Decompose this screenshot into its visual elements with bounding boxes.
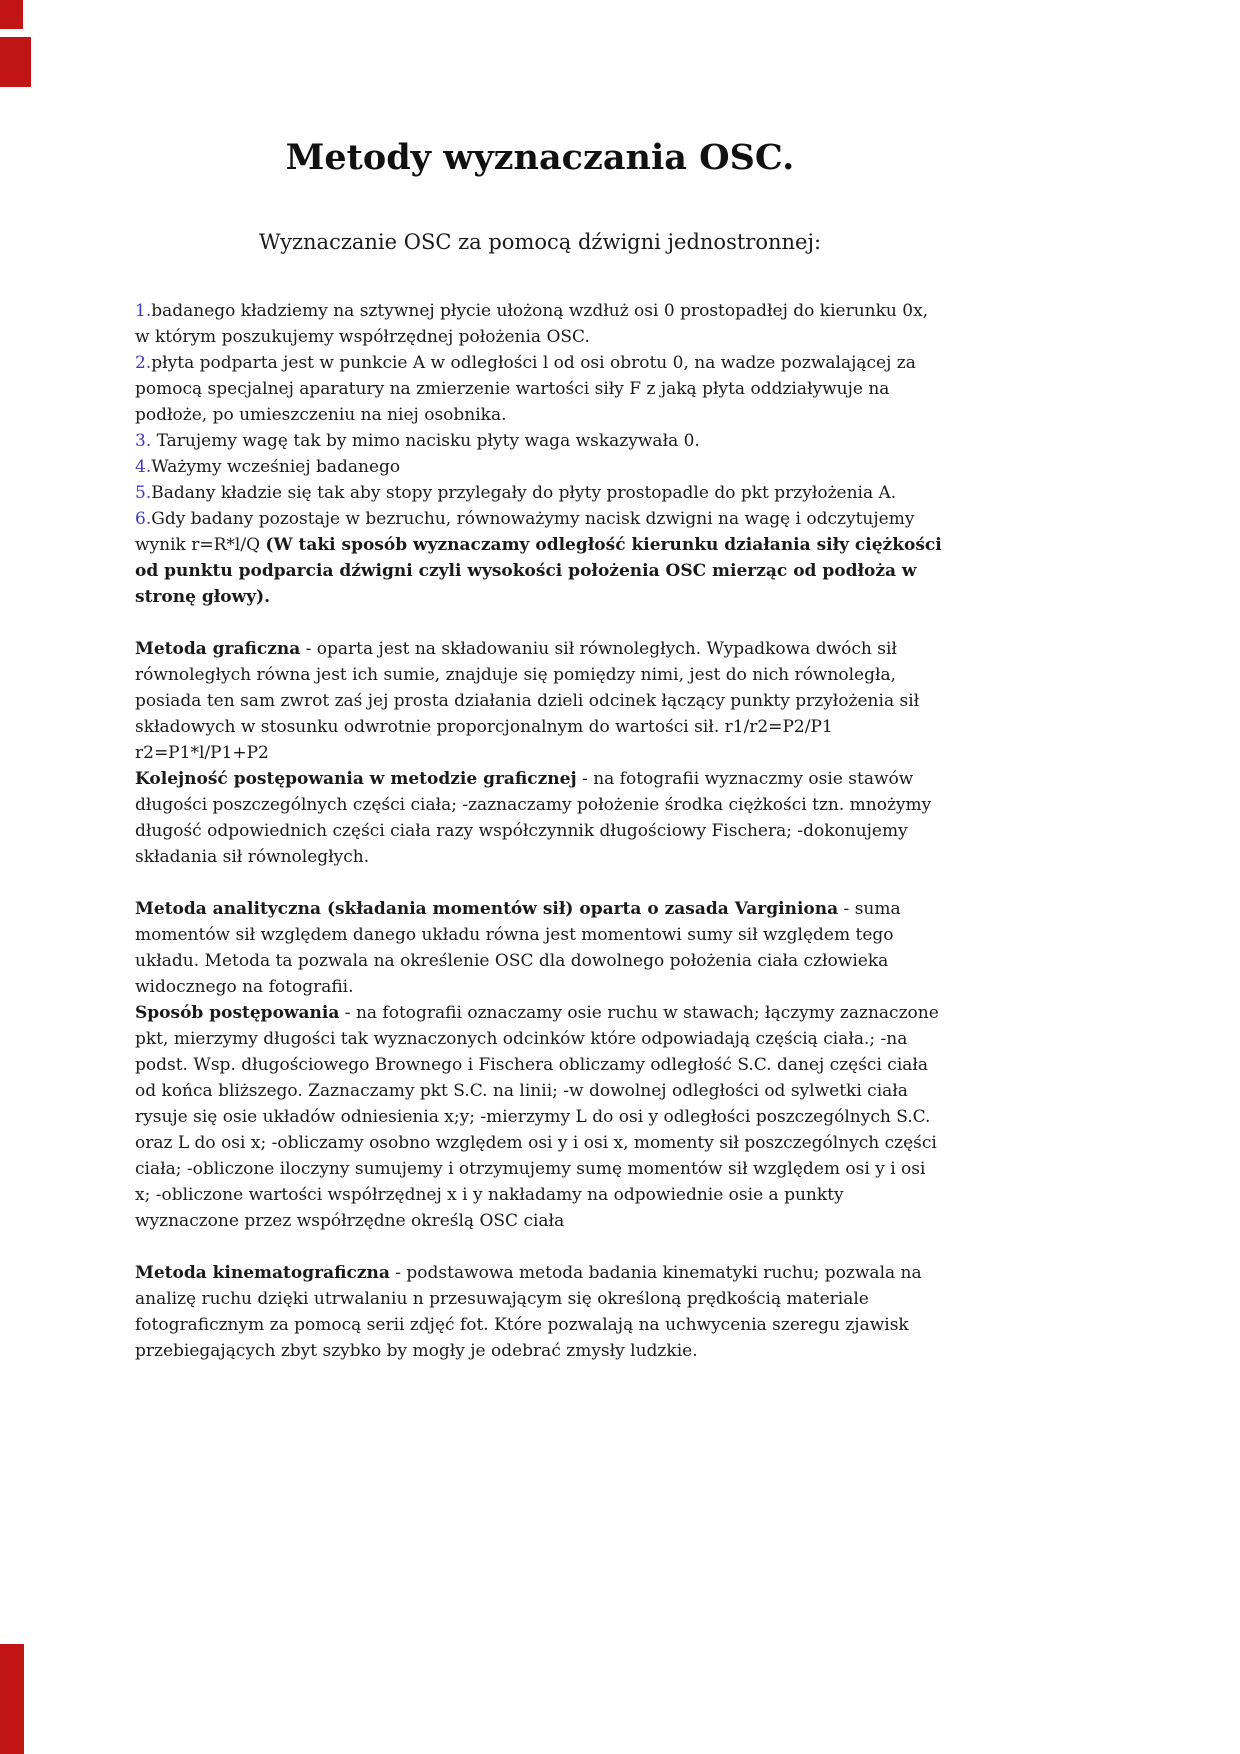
list-item-6 bbox=[135, 506, 945, 610]
paragraph-lead: Metoda kinematograficzna bbox=[135, 1263, 390, 1283]
paragraph-body: - na fotografii wyznaczmy osie stawów długości poszczególnych części ciała; -zaznaczamy położenie środka ciężkości tzn. mnożymy długość odpowiednich części ciała razy współczynnik długościowy Fischera; -dokonujemy składania sił równoległych. bbox=[135, 769, 932, 867]
paragraph-metoda-kinematograficzna bbox=[135, 1260, 945, 1364]
list-number: 2. bbox=[135, 353, 152, 373]
list-item-text: Ważymy wcześniej badanego bbox=[151, 457, 401, 477]
paragraph-body: - suma momentów sił względem danego układu równa jest momentowi sumy sił względem tego układu. Metoda ta pozwala na określenie OSC dla dowolnego położenia ciała człowieka widocznego na fotografii. bbox=[135, 899, 901, 997]
list-number: 6. bbox=[135, 509, 152, 529]
paragraph-body: - oparta jest na składowaniu sił równoległych. Wypadkowa dwóch sił równoległych równa jest ich sumie, znajduje się pomiędzy nimi, jest do nich równoległa, posiada ten sam zwrot zaś jej prosta działania dzieli odcinek łączący punkty przyłożenia sił składowych w stosunku odwrotnie proporcjonalnym do wartości sił. r1/r2=P2/P1 r2=P1*l/P1+P2 bbox=[135, 639, 920, 763]
numbered-list bbox=[135, 298, 945, 610]
list-item-text: płyta podparta jest w punkcie A w odległości l od osi obrotu 0, na wadze pozwalającej za pomocą specjalnej aparatury na zmierzenie wartości siły F z jaką płyta oddziaływuje na podłoże, po umieszczeniu na niej osobnika. bbox=[135, 353, 916, 425]
list-item-4 bbox=[135, 454, 945, 480]
paragraph-metoda-graficzna bbox=[135, 636, 945, 870]
list-item-5 bbox=[135, 480, 945, 506]
list-item-text: Tarujemy wagę tak by mimo nacisku płyty waga wskazywała 0. bbox=[151, 431, 700, 451]
list-item-3 bbox=[135, 428, 945, 454]
paragraph-metoda-analityczna bbox=[135, 896, 945, 1234]
list-number: 4. bbox=[135, 457, 152, 477]
paragraph-lead: Kolejność postępowania w metodzie graficznej bbox=[135, 769, 577, 789]
red-mark-top-1 bbox=[0, 0, 23, 29]
list-item-bold-text: (W taki sposób wyznaczamy odległość kierunku działania siły ciężkości od punktu podparcia dźwigni czyli wysokości położenia OSC mierząc od podłoża w stronę głowy). bbox=[135, 535, 942, 607]
page-title: Metody wyznaczania OSC. bbox=[285, 137, 795, 178]
list-number: 1. bbox=[135, 301, 152, 321]
paragraph-lead: Metoda graficzna bbox=[135, 639, 301, 659]
paragraph-lead: Metoda analityczna (składania momentów sił) oparta o zasada Varginiona bbox=[135, 899, 839, 919]
list-item-2 bbox=[135, 350, 945, 428]
paragraph-body: - podstawowa metoda badania kinematyki ruchu; pozwala na analizę ruchu dzięki utrwalaniu n przesuwającym się określoną prędkością materiale fotograficznym za pomocą serii zdjęć fot. Które pozwalają na uchwycenia szeregu zjawisk przebiegających zbyt szybko by mogły je odebrać zmysły ludzkie. bbox=[135, 1263, 922, 1361]
page-subtitle: Wyznaczanie OSC za pomocą dźwigni jednostronnej: bbox=[258, 230, 822, 254]
list-item-1 bbox=[135, 298, 945, 350]
paragraph-body: - na fotografii oznaczamy osie ruchu w stawach; łączymy zaznaczone pkt, mierzymy długości tak wyznaczonych odcinków które odpowiadają częścią ciała.; -na podst. Wsp. długościowego Brownego i Fischera obliczamy odległość S.C. danej części ciała od końca bliższego. Zaznaczamy pkt S.C. na linii; -w dowolnej odległości od sylwetki ciała rysuje się osie układów odniesienia x;y; -mierzymy L do osi y odległości poszczególnych S.C. oraz L do osi x; -obliczamy osobno względem osi y i osi x, momenty sił poszczególnych części ciała; -obliczone iloczyny sumujemy i otrzymujemy sumę momentów sił względem osi y i osi x; -obliczone wartości współrzędnej x i y nakładamy na odpowiednie osie a punkty wyznaczone przez współrzędne określą OSC ciała bbox=[135, 1003, 939, 1231]
list-item-text: badanego kładziemy na sztywnej płycie ułożoną wzdłuż osi 0 prostopadłej do kierunku 0x, w którym poszukujemy współrzędnej położenia OSC. bbox=[135, 301, 929, 347]
red-mark-bottom bbox=[0, 1644, 24, 1754]
list-item-text: Badany kładzie się tak aby stopy przylegały do płyty prostopadle do pkt przyłożenia A. bbox=[151, 483, 897, 503]
list-number: 5. bbox=[135, 483, 152, 503]
red-mark-top-2 bbox=[0, 37, 31, 87]
list-number: 3. bbox=[135, 431, 152, 451]
list-item-text: Gdy badany pozostaje w bezruchu, równoważymy nacisk dzwigni na wagę i odczytujemy wynik r=R*l/Q bbox=[135, 509, 915, 555]
paragraph-lead: Sposób postępowania bbox=[135, 1003, 340, 1023]
